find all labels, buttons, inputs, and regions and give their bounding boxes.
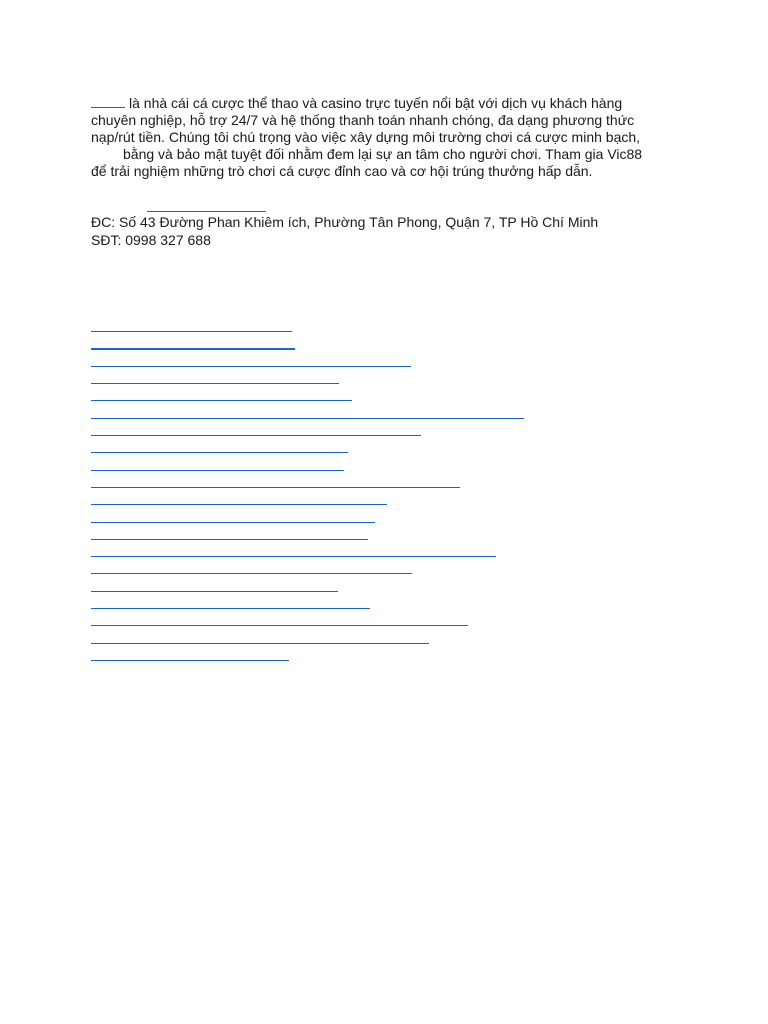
- link-item-16[interactable]: [91, 580, 551, 597]
- link-list: [91, 321, 551, 667]
- phone-text: SĐT: 0998 327 688: [91, 232, 211, 248]
- intro-line-3: nạp/rút tiền. Chúng tôi chú trọng vào việc xây dựng môi trường chơi cá cược minh bạch,: [91, 129, 641, 145]
- link-item-11[interactable]: [91, 494, 551, 511]
- intro-line-4: bằng và bảo mật tuyệt đối nhằm đem lại sự an tâm cho người chơi. Tham gia Vic88: [123, 146, 643, 162]
- intro-line-2: chuyên nghiệp, hỗ trợ 24/7 và hệ thống thanh toán nhanh chóng, đa dạng phương thức: [91, 112, 635, 128]
- brand-link[interactable]: [91, 93, 125, 108]
- link-item-5[interactable]: [91, 390, 551, 407]
- address-text: ĐC: Số 43 Đường Phan Khiêm ích, Phường Tân Phong, Quận 7, TP Hồ Chí Minh: [91, 214, 599, 230]
- link-item-15[interactable]: [91, 563, 551, 580]
- link-item-1[interactable]: [91, 321, 551, 338]
- link-item-6[interactable]: [91, 407, 551, 424]
- link-item-2[interactable]: [91, 338, 551, 355]
- intro-line-5: để trải nghiệm những trò chơi cá cược đỉnh cao và cơ hội trúng thưởng hấp dẫn.: [91, 163, 593, 179]
- intro-line-1: là nhà cái cá cược thể thao và casino trực tuyến nổi bật với dịch vụ khách hàng: [129, 95, 623, 111]
- link-item-4[interactable]: [91, 373, 551, 390]
- contact-block: [91, 213, 598, 249]
- link-item-8[interactable]: [91, 442, 551, 459]
- link-item-13[interactable]: [91, 529, 551, 546]
- link-item-17[interactable]: [91, 598, 551, 615]
- link-item-3[interactable]: [91, 356, 551, 373]
- link-item-10[interactable]: [91, 477, 551, 494]
- link-item-14[interactable]: [91, 546, 551, 563]
- link-item-9[interactable]: [91, 459, 551, 476]
- link-item-19[interactable]: [91, 632, 551, 649]
- link-item-7[interactable]: [91, 425, 551, 442]
- link-item-20[interactable]: [91, 650, 551, 667]
- intro-paragraph: [91, 93, 681, 180]
- floating-link[interactable]: [147, 211, 266, 212]
- link-item-12[interactable]: [91, 511, 551, 528]
- link-item-18[interactable]: [91, 615, 551, 632]
